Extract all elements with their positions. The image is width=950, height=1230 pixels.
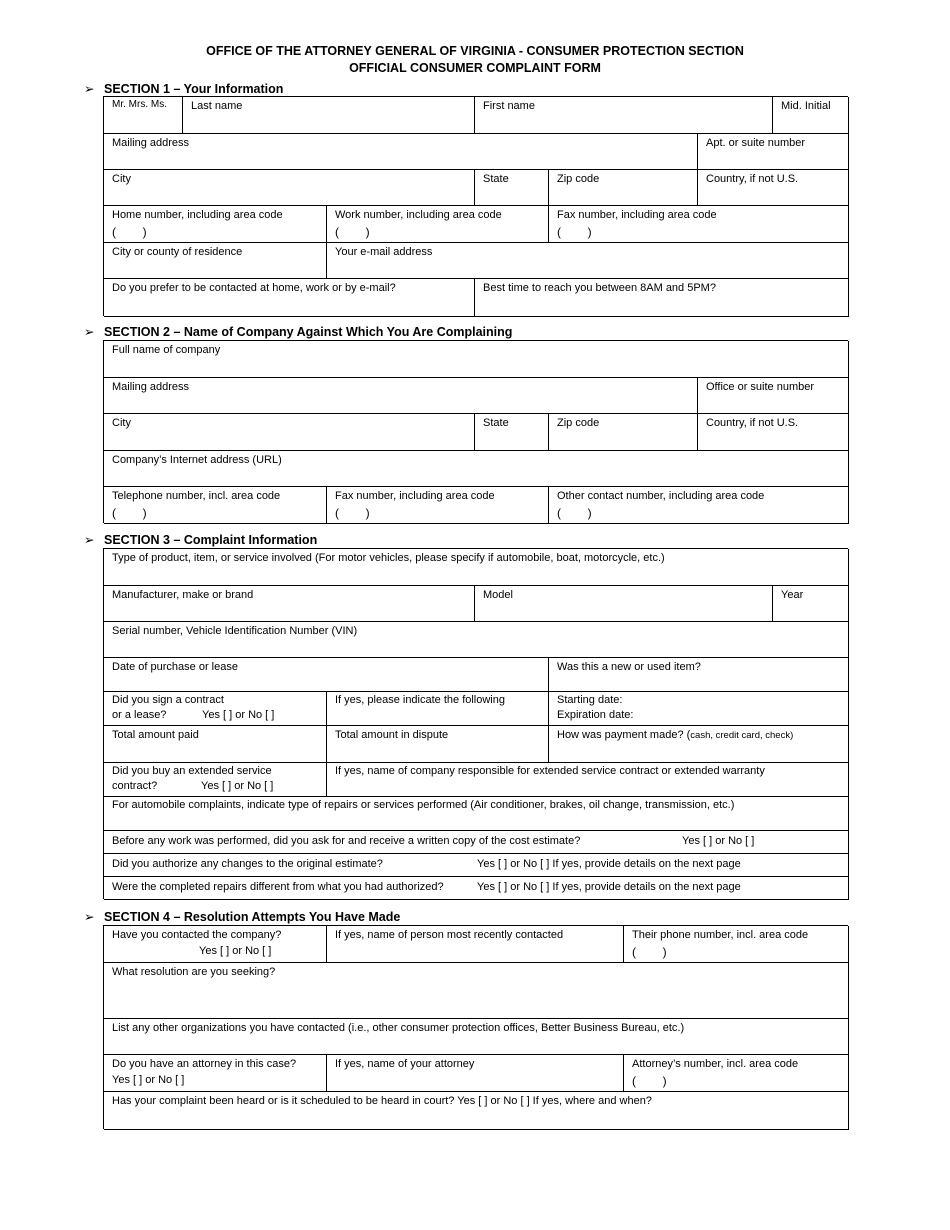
country-field[interactable]: Country, if not U.S. [698,170,849,206]
company-country-field[interactable]: Country, if not U.S. [698,414,849,451]
manufacturer-field[interactable]: Manufacturer, make or brand [104,586,475,622]
contact-preference-field[interactable]: Do you prefer to be contacted at home, work or by e-mail? [104,279,475,317]
changes-question-row[interactable]: Did you authorize any changes to the original estimate? Yes [ ] or No [ ] If yes, provide details on the next page [104,854,849,877]
zip-field[interactable]: Zip code [549,170,698,206]
state-field[interactable]: State [475,170,549,206]
company-office-field[interactable]: Office or suite number [698,378,849,414]
product-type-field[interactable]: Type of product, item, or service involved (For motor vehicles, please specify if automobile, boat, motorcycle, etc.) [104,549,849,586]
different-yes-no-checkboxes[interactable]: Yes [ ] or No [ ] If yes, provide details on the next page [477,881,741,893]
amount-dispute-field[interactable]: Total amount in dispute [327,726,549,763]
first-name-field[interactable]: First name [475,97,773,134]
estimate-yes-no-checkboxes[interactable]: Yes [ ] or No [ ] [682,835,755,847]
attorney-phone-field[interactable]: Attorney’s number, incl. area code ( ) [624,1055,849,1092]
attorney-question-field[interactable]: Do you have an attorney in this case? Yes [ ] or No [ ] [104,1055,327,1092]
contacted-company-field[interactable]: Have you contacted the company? Yes [ ] or No [ ] [104,926,327,963]
extended-company-field[interactable]: If yes, name of company responsible for extended service contract or extended warranty [327,763,849,797]
county-field[interactable]: City or county of residence [104,243,327,279]
company-url-field[interactable]: Company’s Internet address (URL) [104,451,849,487]
attorney-name-field[interactable]: If yes, name of your attorney [327,1055,624,1092]
section1-heading: ➢ SECTION 1 – Your Information [84,82,284,96]
arrow-bullet-icon: ➢ [84,533,95,547]
model-field[interactable]: Model [475,586,773,622]
section2-heading: ➢ SECTION 2 – Name of Company Against Which You Are Complaining [84,325,513,339]
company-phone-field[interactable]: Telephone number, incl. area code ( ) [104,487,327,524]
area-code-parens: ( ) [112,225,147,239]
area-code-parens: ( ) [112,506,147,520]
contract-question-field[interactable]: Did you sign a contract or a lease? Yes [ ] or No [ ] [104,692,327,726]
company-name-field[interactable]: Full name of company [104,341,849,378]
different-question-row[interactable]: Were the completed repairs different from what you had authorized? Yes [ ] or No [ ] If yes, provide details on the next page [104,877,849,900]
contract-yes-no-checkboxes[interactable]: Yes [ ] or No [ ] [202,709,275,721]
section3-heading: ➢ SECTION 3 – Complaint Information [84,533,318,547]
area-code-parens: ( ) [557,225,592,239]
area-code-parens: ( ) [335,506,370,520]
best-time-field[interactable]: Best time to reach you between 8AM and 5PM? [475,279,849,317]
mid-initial-field[interactable]: Mid. Initial [773,97,849,134]
work-phone-field[interactable]: Work number, including area code ( ) [327,206,549,243]
purchase-date-field[interactable]: Date of purchase or lease [104,658,549,692]
changes-yes-no-checkboxes[interactable]: Yes [ ] or No [ ] If yes, provide details on the next page [477,858,741,870]
serial-vin-field[interactable]: Serial number, Vehicle Identification Number (VIN) [104,622,849,658]
other-organizations-field[interactable]: List any other organizations you have contacted (i.e., other consumer protection offices, Better Business Bureau, etc.) [104,1019,849,1055]
new-used-field[interactable]: Was this a new or used item? [549,658,849,692]
form-title: OFFICIAL CONSUMER COMPLAINT FORM [349,61,601,75]
section2-table [103,340,848,523]
home-phone-field[interactable]: Home number, including area code ( ) [104,206,327,243]
arrow-bullet-icon: ➢ [84,910,95,924]
email-field[interactable]: Your e-mail address [327,243,849,279]
area-code-parens: ( ) [632,1074,667,1088]
attorney-yes-no-checkboxes[interactable]: Yes [ ] or No [ ] [112,1074,185,1086]
fax-field[interactable]: Fax number, including area code ( ) [549,206,849,243]
court-question-field[interactable]: Has your complaint been heard or is it scheduled to be heard in court? Yes [ ] or No [ ] If yes, where and when? [104,1092,849,1130]
extended-service-question-field[interactable]: Did you buy an extended service contract? Yes [ ] or No [ ] [104,763,327,797]
extended-yes-no-checkboxes[interactable]: Yes [ ] or No [ ] [201,780,274,792]
arrow-bullet-icon: ➢ [84,82,95,96]
area-code-parens: ( ) [632,945,667,959]
section4-heading: ➢ SECTION 4 – Resolution Attempts You Have Made [84,910,401,924]
last-name-field[interactable]: Last name [183,97,475,134]
person-contacted-field[interactable]: If yes, name of person most recently contacted [327,926,624,963]
company-mailing-address-field[interactable]: Mailing address [104,378,698,414]
honorific-field[interactable]: Mr. Mrs. Ms. [104,97,183,134]
form-agency-title: OFFICE OF THE ATTORNEY GENERAL OF VIRGINIA - CONSUMER PROTECTION SECTION [206,44,744,58]
company-zip-field[interactable]: Zip code [549,414,698,451]
section1-table [103,96,848,316]
mailing-address-field[interactable]: Mailing address [104,134,698,170]
area-code-parens: ( ) [557,506,592,520]
company-city-field[interactable]: City [104,414,475,451]
year-field[interactable]: Year [773,586,849,622]
section4-table [103,925,848,1129]
contacted-yes-no-checkboxes[interactable]: Yes [ ] or No [ ] [199,945,272,957]
section3-table [103,548,848,899]
company-other-phone-field[interactable]: Other contact number, including area code ( ) [549,487,849,524]
estimate-question-row[interactable]: Before any work was performed, did you ask for and receive a written copy of the cost estimate? Yes [ ] or No [ ] [104,831,849,854]
amount-paid-field[interactable]: Total amount paid [104,726,327,763]
apt-field[interactable]: Apt. or suite number [698,134,849,170]
contract-indicate-field: If yes, please indicate the following [327,692,549,726]
payment-method-field[interactable]: How was payment made? (cash, credit card, check) [549,726,849,763]
company-fax-field[interactable]: Fax number, including area code ( ) [327,487,549,524]
area-code-parens: ( ) [335,225,370,239]
arrow-bullet-icon: ➢ [84,325,95,339]
company-state-field[interactable]: State [475,414,549,451]
contract-dates-field[interactable]: Starting date: Expiration date: [549,692,849,726]
resolution-field[interactable]: What resolution are you seeking? [104,963,849,1019]
their-phone-field[interactable]: Their phone number, incl. area code ( ) [624,926,849,963]
auto-repairs-field[interactable]: For automobile complaints, indicate type of repairs or services performed (Air conditioner, brakes, oil change, transmission, etc.) [104,797,849,831]
city-field[interactable]: City [104,170,475,206]
